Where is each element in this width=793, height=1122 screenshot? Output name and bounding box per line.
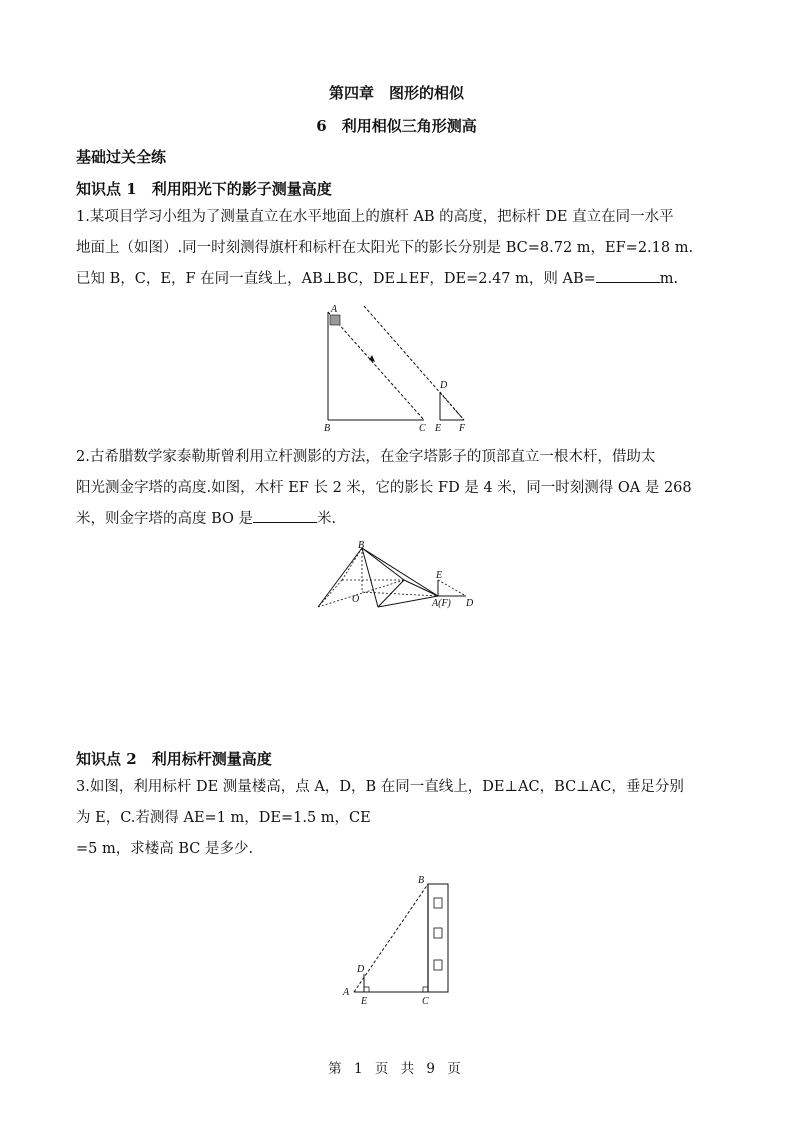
question-1 xyxy=(76,202,718,295)
question-2 xyxy=(76,442,718,535)
q1-label-A: A xyxy=(331,304,338,315)
q2-label-E: E xyxy=(436,570,443,581)
kp2-title: 利用标杆测量高度 xyxy=(151,750,272,768)
q3-line-2: 为 E，C.若测得 AE=1 m，DE=1.5 m，CE xyxy=(76,810,371,826)
q2-label-AF: A(F) xyxy=(432,598,451,609)
q3-figure xyxy=(338,870,458,1008)
q2-figure xyxy=(312,540,484,612)
q1-line-3-text: 已知 B，C，E，F 在同一直线上，AB⊥BC，DE⊥EF，DE=2.47 m，则 AB= xyxy=(76,271,596,287)
knowledge-point-2-heading xyxy=(76,748,272,769)
q2-line-2: 阳光测金字塔的高度.如图，木杆 EF 长 2 米，它的影长 FD 是 4 米，同一时刻测得 OA 是 268 xyxy=(76,480,692,496)
q1-label-C: C xyxy=(419,423,426,432)
q3-label-A: A xyxy=(343,987,350,998)
q1-label-E: E xyxy=(435,423,442,432)
q1-figure xyxy=(318,300,478,432)
q2-label-O: O xyxy=(352,594,360,605)
lesson-title: 6 利用相似三角形测高 xyxy=(316,117,477,135)
page-footer: 第 1 页 共 9 页 xyxy=(328,1061,465,1077)
chapter-title: 第四章 图形的相似 xyxy=(328,84,464,102)
q1-line-2: 地面上（如图）.同一时刻测得旗杆和标杆在太阳光下的影长分别是 BC=8.72 m，EF=2.18 m. xyxy=(76,240,694,256)
q2-label-B: B xyxy=(358,540,365,551)
kp2-label: 知识点 2 xyxy=(76,750,137,768)
q3-line-3: =5 m，求楼高 BC 是多少. xyxy=(76,841,254,857)
q1-unit: m. xyxy=(659,271,679,287)
knowledge-point-1-heading xyxy=(76,178,332,199)
q1-label-B: B xyxy=(324,423,331,432)
q1-label-D: D xyxy=(440,380,448,391)
q2-unit: 米. xyxy=(317,511,337,527)
q1-line-1: 1.某项目学习小组为了测量直立在水平地面上的旗杆 AB 的高度，把标杆 DE 直立在同一水平 xyxy=(76,209,674,225)
q1-line-3 xyxy=(76,264,718,295)
q2-line-3-text: 米，则金字塔的高度 BO 是 xyxy=(76,511,254,527)
q3-label-D: D xyxy=(357,964,365,975)
q2-line-1: 2.古希腊数学家泰勒斯曾利用立杆测影的方法，在金字塔影子的顶部直立一根木杆，借助太 xyxy=(76,449,656,465)
q2-answer-blank[interactable] xyxy=(253,508,317,523)
q3-line-1: 3.如图，利用标杆 DE 测量楼高，点 A，D，B 在同一直线上，DE⊥AC，BC⊥AC，垂足分别 xyxy=(76,779,684,795)
kp1-title: 利用阳光下的影子测量高度 xyxy=(151,180,332,198)
section-heading: 基础过关全练 xyxy=(76,148,167,166)
q1-answer-blank[interactable] xyxy=(596,268,660,283)
kp1-label: 知识点 1 xyxy=(76,180,137,198)
q1-label-F: F xyxy=(459,423,466,432)
q2-label-D: D xyxy=(466,598,474,609)
q2-line-3 xyxy=(76,504,718,535)
q3-label-C: C xyxy=(422,996,429,1007)
q3-label-B: B xyxy=(418,875,425,886)
question-3 xyxy=(76,772,718,865)
q3-label-E: E xyxy=(361,996,368,1007)
